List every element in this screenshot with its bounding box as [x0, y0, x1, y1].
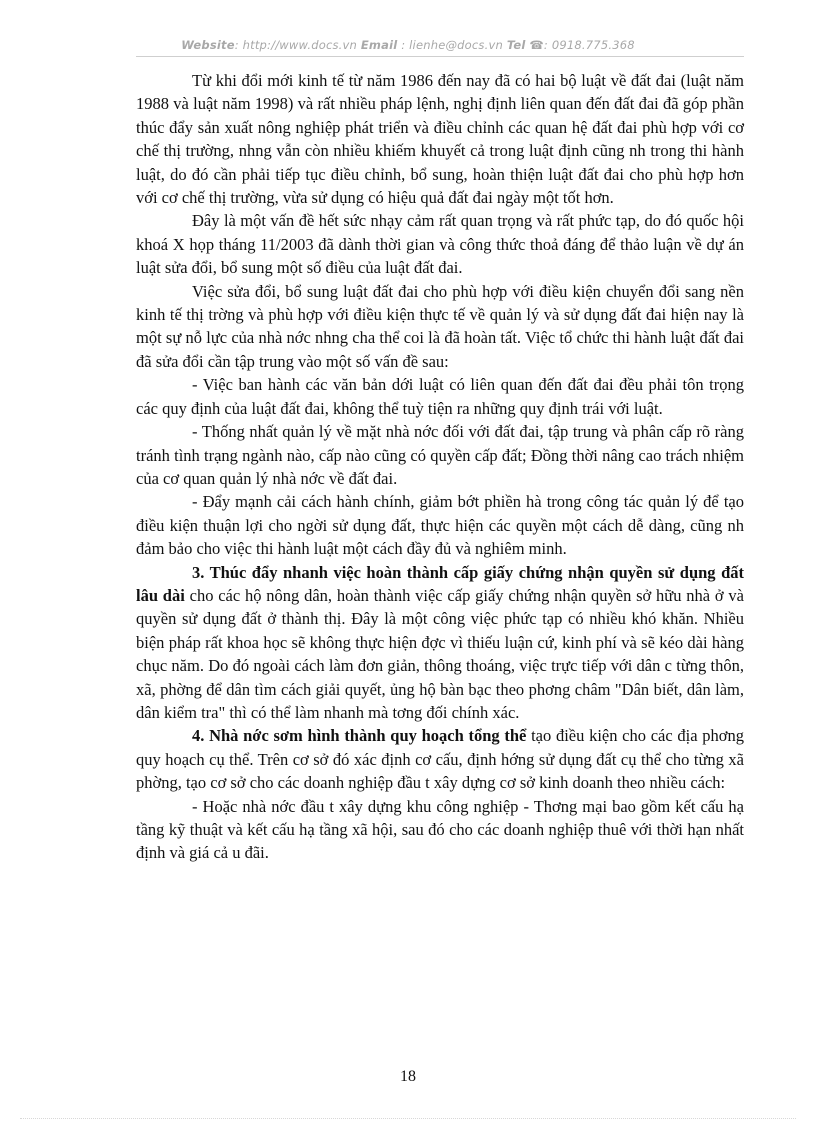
website-label: Website — [181, 38, 235, 52]
section-3 — [136, 561, 744, 725]
document-body — [136, 69, 744, 865]
email-label: Email — [360, 38, 398, 52]
tel-label: Tel — [506, 38, 526, 52]
paragraph: Từ khi đổi mới kinh tế từ năm 1986 đến nay đã có hai bộ luật về đất đai (luật năm 1988 và luật năm 1998) và rất nhiều pháp lệnh, nghị định liên quan đến đất đai đã góp phần thúc đẩy sản xuất nông nghiệp phát triển và điều chỉnh các quan hệ đất đai phù hợp với cơ chế thị trường, nhng vẫn còn nhiều khiếm khuyết cả trong luật định cũng nh trong thi hành luật, do đó cần phải tiếp tục điều chỉnh, bổ sung, hoàn thiện luật đất đai cho phù hợp hơn với cơ chế thị trường, vừa sử dụng có hiệu quả đất đai ngày một tốt hơn. — [136, 71, 744, 208]
section-4-heading: 4. Nhà nớc sơm hình thành quy hoạch tổng thể — [192, 726, 527, 746]
header-divider — [136, 56, 744, 57]
paragraph: Việc sửa đổi, bổ sung luật đất đai cho phù hợp với điều kiện chuyển đổi sang nền kinh tế thị trờng và phù hợp với điều kiện thực tế về quản lý và sử dụng đất đai hiện nay là một sự nỗ lực của nhà nớc nhng cha thể coi là đã hoàn tất. Việc tổ chức thi hành luật đất đai đã sửa đổi cần tập trung vào một số vấn đề sau: — [136, 281, 744, 371]
footer-divider — [20, 1118, 796, 1119]
section-4-body: tạo điều kiện cho các địa phơng quy hoạch cụ thể. Trên cơ sở đó xác định cơ cấu, định hớng sử dụng đất cụ thể cho từng xã phờng, tạo cơ sở cho các doanh nghiệp đầu t xây dựng cơ sở kinh doanh theo nhiều cách: — [136, 726, 744, 793]
paragraph: Đây là một vấn đề hết sức nhạy cảm rất quan trọng và rất phức tạp, do đó quốc hội khoá X họp tháng 11/2003 đã dành thời gian và công thức thoả đáng để thảo luận về dự án luật sửa đổi, bổ sung một số điều của luật đất đai. — [136, 211, 744, 278]
section-4 — [136, 724, 744, 794]
list-item: - Việc ban hành các văn bản dới luật có liên quan đến đất đai đều phải tôn trọng các quy định của luật đất đai, không thể tuỳ tiện ra những quy định trái với luật. — [136, 375, 744, 418]
email-value: : lienhe@docs.vn — [401, 38, 503, 52]
list-item: - Hoặc nhà nớc đầu t xây dựng khu công nghiệp - Thơng mại bao gồm kết cấu hạ tầng kỹ thuật và kết cấu hạ tầng xã hội, sau đó cho các doanh nghiệp thuê với thời hạn nhất định và giá cả u đãi. — [136, 796, 744, 863]
section-3-body: cho các hộ nông dân, hoàn thành việc cấp giấy chứng nhận quyền sở hữu nhà ở và quyền sử dụng đất ở thành thị. Đây là một công việc phức tạp có nhiều khó khăn. Nhiều biện pháp rất khoa học sẽ không thực hiện đợc vì thiếu luận cứ, kinh phí và sẽ kéo dài hàng chục năm. Do đó ngoài cách làm đơn giản, thông thoáng, việc trực tiếp với dân c từng thôn, xã, phờng để dân tìm cách giải quyết, ủng hộ bàn bạc theo phơng châm "Dân biết, dân làm, dân kiểm tra" thì có thể làm nhanh mà tơng đối chính xác. — [136, 585, 744, 722]
list-item: - Thống nhất quản lý về mặt nhà nớc đối với đất đai, tập trung và phân cấp rõ ràng tránh tình trạng ngành nào, cấp nào cũng có quyền cấp đất; Đồng thời nâng cao trách nhiệm của cơ quan quản lý nhà nớc về đất đai. — [136, 422, 744, 488]
section-3-heading: 3. Thúc đẩy nhanh việc hoàn thành cấp giấy chứng nhận quyền sử dụng đất lâu dài — [136, 562, 744, 605]
website-value: : http://www.docs.vn — [234, 38, 358, 52]
page-header — [0, 38, 816, 52]
list-item: - Đẩy mạnh cải cách hành chính, giảm bớt phiền hà trong công tác quản lý để tạo điều kiện thuận lợi cho ngời sử dụng đất, thực hiện các quyền một cách dễ dàng, cũng nh đảm bảo cho việc thi hành luật một cách đầy đủ và nghiêm minh. — [136, 492, 744, 559]
page-number: 18 — [400, 1068, 416, 1085]
tel-value: ☎: 0918.775.368 — [529, 38, 635, 52]
